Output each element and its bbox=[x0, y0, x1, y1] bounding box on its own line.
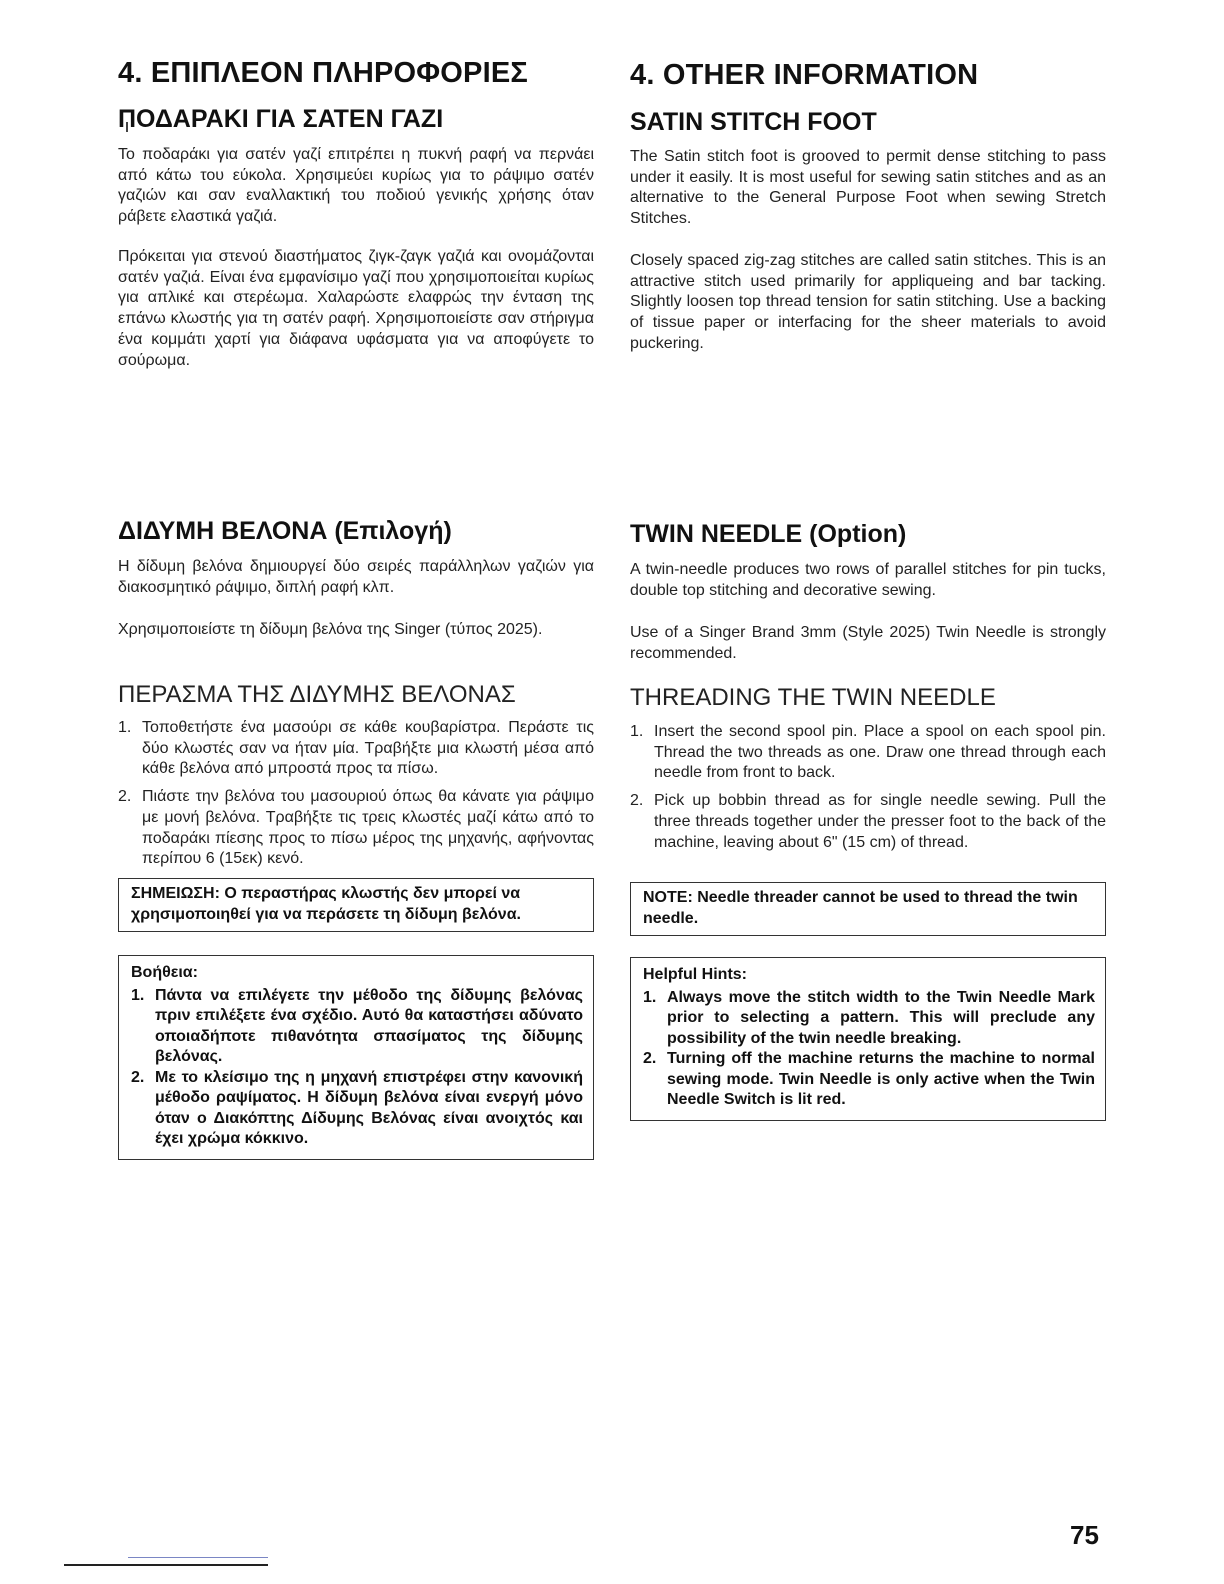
note-box-greek bbox=[118, 878, 594, 932]
hint-text: Always move the stitch width to the Twin Needle Mark prior to selecting a pattern. This will preclude any possibility of the twin needle breaking. bbox=[667, 988, 1095, 1047]
note-text-english: NOTE: Needle threader cannot be used to thread the twin needle. bbox=[643, 889, 1078, 927]
step-text: Τοποθετήστε ένα μασούρι σε κάθε κουβαρίστρα. Περάστε τις δύο κλωστές σαν να ήταν μία. Τραβήξτε μια κλωστή μέσα από κάθε βελόνα από μπροστά προς τα πίσω. bbox=[142, 719, 594, 778]
list-item bbox=[131, 1068, 583, 1150]
list-item bbox=[630, 722, 1106, 784]
hint-text: Turning off the machine returns the machine to normal sewing mode. Twin Needle is only active when the Twin Needle Switch is lit red. bbox=[667, 1050, 1095, 1108]
satin-paragraph-2-english: Closely spaced zig-zag stitches are called satin stitches. This is an attractive stitch used primarily for appliqueing and bar tacking. Slightly loosen top thread tension for satin stitching. Use a backing of tissue paper or interfacing for the sheer materials to avoid puckering. bbox=[630, 252, 1106, 352]
twin-paragraph-2-greek: Χρησιμοποιείστε τη δίδυμη βελόνα της Singer (τύπος 2025). bbox=[118, 621, 543, 638]
twin-paragraph-2-english: Use of a Singer Brand 3mm (Style 2025) Twin Needle is strongly recommended. bbox=[630, 624, 1106, 662]
hints-title-english: Helpful Hints: bbox=[643, 966, 747, 983]
hints-list-greek bbox=[131, 986, 583, 1150]
list-item bbox=[630, 791, 1106, 853]
threading-heading-english: THREADING THE TWIN NEEDLE bbox=[630, 684, 996, 711]
hint-number: 1. bbox=[131, 986, 145, 1004]
threading-steps-greek bbox=[118, 718, 594, 877]
hint-number: 1. bbox=[643, 988, 657, 1006]
satin-paragraph-1-english: The Satin stitch foot is grooved to permit dense stitching to pass under it easily. It is most useful for sewing satin stitches and as an alternative to the General Purpose Foot when sewing Stretch Stitches. bbox=[630, 148, 1106, 228]
page-number: 75 bbox=[1070, 1520, 1099, 1550]
list-item bbox=[131, 986, 583, 1068]
step-number: 1. bbox=[118, 719, 132, 736]
step-number: 2. bbox=[118, 788, 132, 806]
satin-foot-heading-english: SATIN STITCH FOOT bbox=[630, 108, 877, 136]
satin-paragraph-2-greek: Πρόκειται για στενού διαστήματος ζιγκ-ζαγκ γαζιά και ονομάζονται σατέν γαζιά. Είναι ένα εμφανίσιμο γαζί που χρησιμοποιείται κυρίως για απλικέ και στερέωμα. Χαλαρώστε ελαφρώς την ένταση της επάνω κλωστής για τη σατέν ραφή. Χρησιμοποιείστε σαν στήριγμα ένα κομμάτι χαρτί για διάφανα υφάσματα για να αποφύγετε το σούρωμα. bbox=[118, 248, 594, 369]
twin-needle-heading-english: TWIN NEEDLE (Option) bbox=[630, 520, 907, 548]
list-item bbox=[643, 988, 1095, 1050]
hints-box-greek bbox=[118, 955, 594, 1160]
twin-paragraph-1-english: A twin-needle produces two rows of parallel stitches for pin tucks, double top stitching and decorative sewing. bbox=[630, 561, 1106, 599]
step-text: Πιάστε την βελόνα του μασουριού όπως θα κάνατε για ράψιμο με μονή βελόνα. Τραβήξτε τις τρεις κλωστές μαζί κάτω από το ποδαράκι πίεσης προς το πίσω μέρος της μηχανής, αφήνοντας περίπου 6 (15εκ) κενό. bbox=[142, 788, 594, 868]
satin-paragraph-1-greek: Το ποδαράκι για σατέν γαζί επιτρέπει η πυκνή ραφή να περνάει από κάτω του εύκολα. Χρησιμεύει κυρίως για το ράψιμο σατέν γαζιών και σαν εναλλακτική του ποδιού γενικής χρήσης όταν ράβετε ελαστικά γαζιά. bbox=[118, 146, 594, 226]
page-title-english: 4. OTHER INFORMATION bbox=[630, 59, 979, 91]
threading-heading-greek: ΠΕΡΑΣΜΑ ΤΗΣ ΔΙΔΥΜΗΣ ΒΕΛΟΝΑΣ bbox=[118, 681, 516, 708]
hint-number: 2. bbox=[131, 1068, 145, 1086]
footer-rule-blue bbox=[128, 1557, 268, 1558]
satin-foot-heading-greek: ΠΟΔΑΡΑΚΙ ΓΙΑ ΣΑΤΕΝ ΓΑΖΙ bbox=[118, 105, 444, 133]
threading-steps-english bbox=[630, 722, 1106, 860]
twin-paragraph-1-greek: Η δίδυμη βελόνα δημιουργεί δύο σειρές παράλληλων γαζιών για διακοσμητικό ράψιμο, διπλή ραφή κλπ. bbox=[118, 558, 594, 596]
list-item bbox=[643, 1049, 1095, 1111]
note-text-greek: ΣΗΜΕΙΩΣΗ: Ο περαστήρας κλωστής δεν μπορεί να χρησιμοποιηθεί για να περάσετε τη δίδυμη βελόνα. bbox=[131, 885, 521, 923]
note-box-english bbox=[630, 882, 1106, 936]
hint-number: 2. bbox=[643, 1050, 657, 1067]
hints-list-english bbox=[643, 988, 1095, 1111]
hints-box-english bbox=[630, 957, 1106, 1121]
hints-title-greek: Βοήθεια: bbox=[131, 964, 198, 981]
footer-rule bbox=[64, 1564, 268, 1566]
list-item bbox=[118, 718, 594, 780]
step-number: 2. bbox=[630, 792, 644, 810]
hint-text: Με το κλείσιμο της η μηχανή επιστρέφει στην κανονική μέθοδο ραψίματος. Η δίδυμη βελόνα είναι ενεργή μόνο όταν ο Διακόπτης Δίδυμης Βελόνας είναι ανοιχτός και έχει χρώμα κόκκινο. bbox=[155, 1068, 583, 1147]
page-title-greek: 4. ΕΠΙΠΛΕΟΝ ΠΛΗΡΟΦΟΡΙΕΣ bbox=[118, 57, 529, 89]
hint-text: Πάντα να επιλέγετε την μέθοδο της δίδυμης βελόνας πριν επιλέξετε ένα σχέδιο. Αυτό θα καταστήσει αδύνατο οποιαδήποτε πιθανότητα σπασίματος της δίδυμης βελόνας. bbox=[155, 986, 583, 1065]
step-number: 1. bbox=[630, 723, 644, 740]
list-item bbox=[118, 787, 594, 870]
twin-needle-heading-greek: ΔΙΔΥΜΗ ΒΕΛΟΝΑ (Επιλογή) bbox=[118, 517, 452, 545]
step-text: Pick up bobbin thread as for single needle sewing. Pull the three threads together under the presser foot to the back of the machine, leaving about 6" (15 cm) of thread. bbox=[654, 792, 1106, 851]
step-text: Insert the second spool pin. Place a spool on each spool pin. Thread the two threads as one. Draw one thread through each needle from front to back. bbox=[654, 723, 1106, 782]
